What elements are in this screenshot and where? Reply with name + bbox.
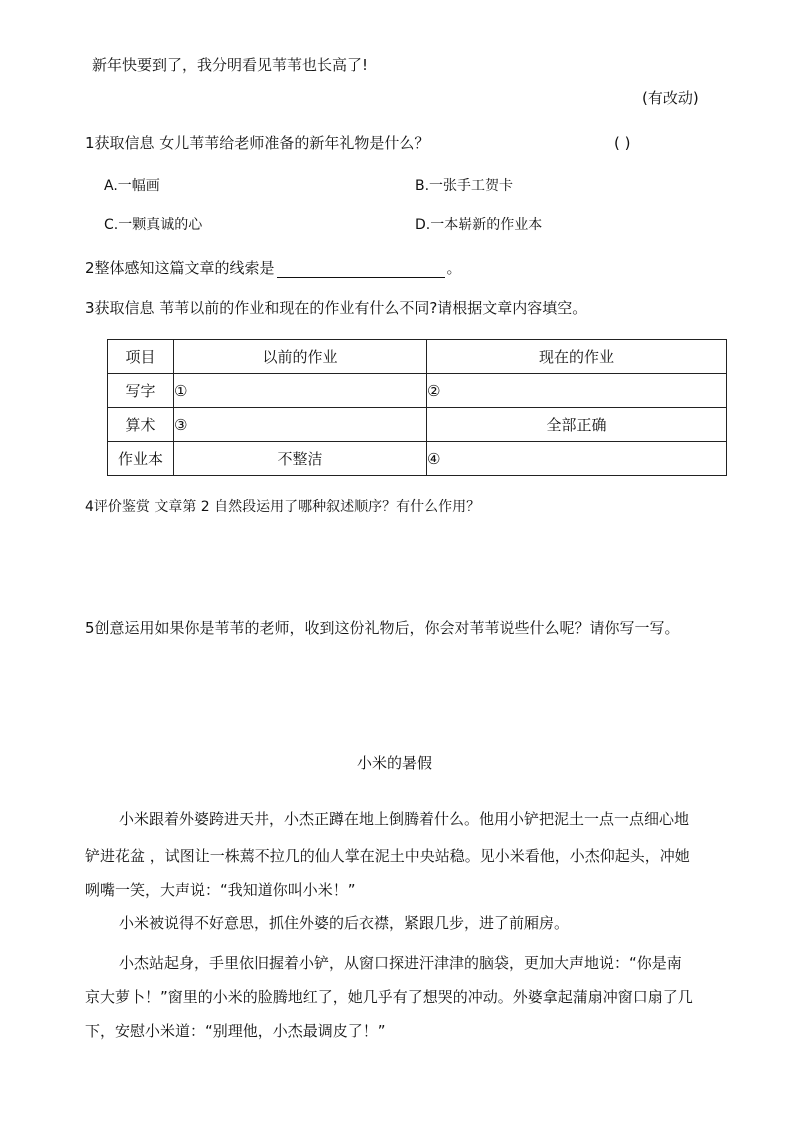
question-2-suffix: 。 [446,259,462,277]
story-line: 小杰站起身，手里依旧握着小铲，从窗口探进汗津津的脑袋，更加大声地说：“你是南 [119,954,682,972]
story-line: 铲进花盆 ，试图让一株蔫不拉几的仙人掌在泥土中央站稳。见小米看他，小杰仰起头，冲她 [85,847,690,865]
table-header-item: 项目 [108,340,174,374]
question-1-option-b[interactable]: B.一张手工贺卡 [415,178,514,194]
question-1-option-d[interactable]: D.一本崭新的作业本 [415,217,543,233]
question-4-text: 4评价鉴赏 文章第 2 自然段运用了哪种叙述顺序？有什么作用？ [85,499,481,515]
table-row [108,408,727,442]
question-5-text: 5创意运用如果你是苇苇的老师，收到这份礼物后，你会对苇苇说些什么呢？请你写一写。 [85,619,680,637]
table-header-row [108,340,727,374]
story-line: 小米跟着外婆跨进天井，小杰正蹲在地上倒腾着什么。他用小铲把泥土一点一点细心地 [119,810,690,828]
table-cell-item: 算术 [108,408,174,442]
source-note: (有改动) [642,89,699,107]
question-2-prefix: 2整体感知这篇文章的线索是 [85,259,275,277]
story-title: 小米的暑假 [357,754,433,772]
table-row [108,374,727,408]
story-line: 京大萝卜！”窗里的小米的脸腾地红了，她几乎有了想哭的冲动。外婆拿起蒲扇冲窗口扇了几 [85,988,693,1006]
table-cell-now: 全部正确 [427,408,727,442]
table-header-before: 以前的作业 [174,340,427,374]
question-2-answer-blank[interactable] [277,261,445,278]
table-cell-before[interactable]: ① [174,374,427,408]
table-cell-before[interactable]: ③ [174,408,427,442]
table-cell-item: 作业本 [108,442,174,476]
question-1-option-a[interactable]: A.一幅画 [104,178,160,194]
question-1-answer-bracket[interactable]: ( ) [614,134,631,152]
question-1-option-c[interactable]: C.一颗真诚的心 [104,217,203,233]
question-3-text: 3获取信息 苇苇以前的作业和现在的作业有什么不同?请根据文章内容填空。 [85,299,588,317]
table-cell-now[interactable]: ④ [427,442,727,476]
table-row [108,442,727,476]
story-line: 下，安慰小米道：“别理他，小杰最调皮了！” [85,1022,386,1040]
table-header-now: 现在的作业 [427,340,727,374]
question-1-text: 1获取信息 女儿苇苇给老师准备的新年礼物是什么？ [85,134,430,152]
story-line: 咧嘴一笑，大声说：“我知道你叫小米！” [85,881,356,899]
question-2-line [85,258,462,278]
passage-closing-line: 新年快要到了，我分明看见苇苇也长高了! [92,56,369,74]
homework-comparison-table [107,339,727,476]
table-cell-item: 写字 [108,374,174,408]
table-cell-before: 不整洁 [174,442,427,476]
table-cell-now[interactable]: ② [427,374,727,408]
story-line: 小米被说得不好意思，抓住外婆的后衣襟，紧跟几步，进了前厢房。 [119,914,570,932]
